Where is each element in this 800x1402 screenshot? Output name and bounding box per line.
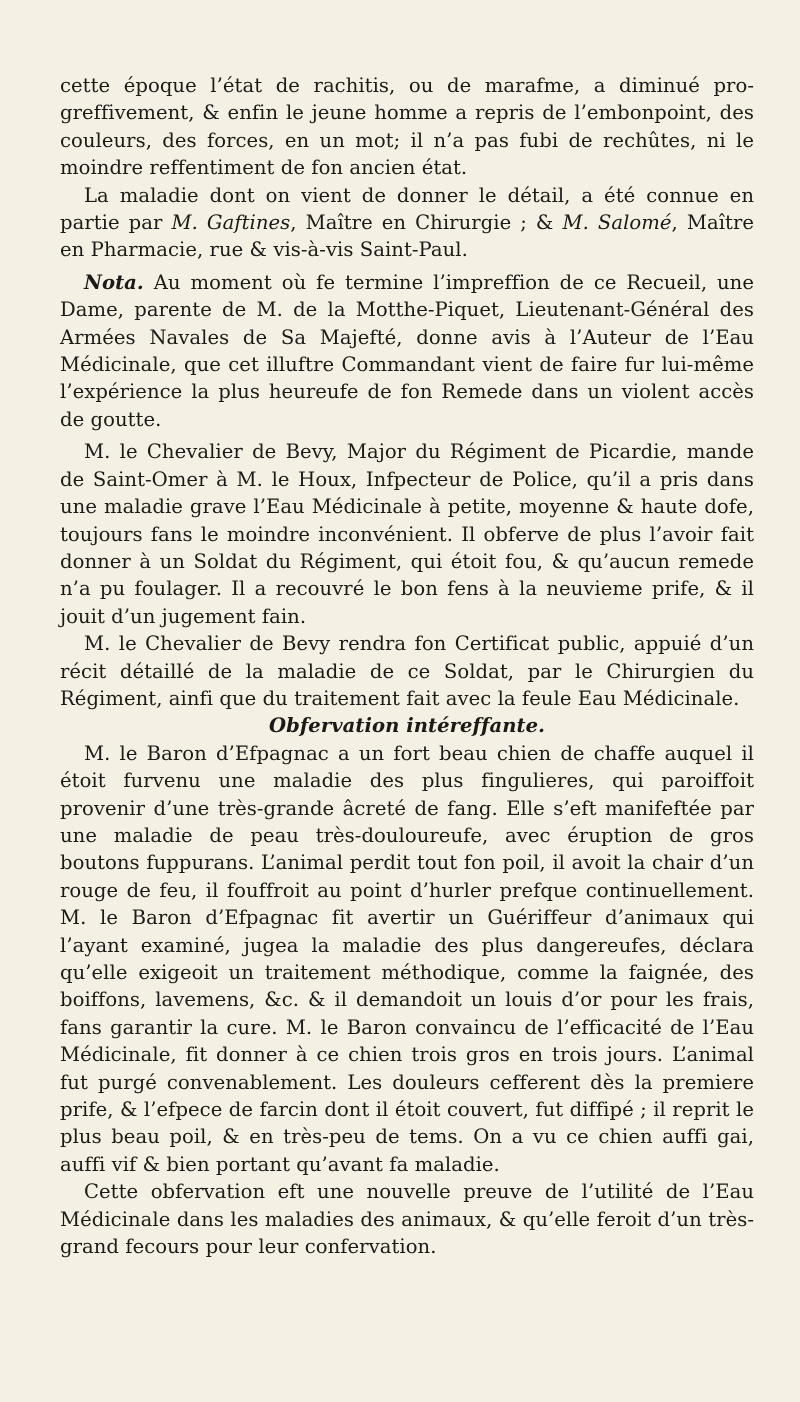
paragraph-certificat: M. le Chevalier de Bevy rendra fon Certificat public, appuié d’un récit détaillé de la maladie de ce Soldat, par le Chirurgien du Régiment, ainfi que du traitement fait avec la feule Eau Médicinale. (60, 632, 754, 710)
name-gastines: M. Gaftines (171, 211, 291, 235)
paragraph-maladie-end: , Maître en Pharmacie, rue & vis-à-vis Saint-Paul. (60, 211, 755, 262)
paragraph-baron-chien: M. le Baron d’Efpagnac a un fort beau chien de chaffe auquel il étoit furvenu une maladie des plus fingulieres, qui paroiffoit provenir d’une très-grande âcreté de fang. Elle s’eft manifeftée par une maladie de peau très-douloureufe, avec éruption de gros boutons fuppurans. L’animal perdit tout fon poil, il avoit la chair d’un rouge de feu, il fouffroit au point d’hurler prefque continuellement. M. le Baron d’Efpagnac fit avertir un Guériffeur d’animaux qui l’ayant examiné, jugea la maladie des plus dangereufes, déclara qu’elle exigeoit un traitement méthodique, comme la faignée, des boiffons, lavemens, &c. & il demandoit un louis d’or pour les frais, fans garantir la cure. M. le Baron convaincu de l’efficacité de l’Eau Médicinale, fit donner à ce chien trois gros en trois jours. L’animal fut purgé convenablement. Les douleurs cefferent dès la premiere prife, & l’efpece de farcin dont il étoit couvert, fut diffipé ; il reprit le plus beau poil, & en très-peu de tems. On a vu ce chien auffi gai, auffi vif & bien portant qu’avant fa maladie. (60, 741, 754, 1176)
paragraph-rachitis-outcome: cette époque l’état de rachitis, ou de marafme, a diminué pro-greffivement, & enfin le jeune homme a repris de l’embonpoint, des couleurs, des forces, en un mot; il n’a pas fubi de rechûtes, ni le moindre reffentiment de fon ancien état. (60, 74, 754, 180)
page-text (60, 72, 754, 1260)
paragraph-maladie-start: La maladie dont on vient de donner le détail, a été connue en partie par (60, 183, 754, 235)
paragraph-nota (60, 269, 754, 433)
paragraph-maladie-connue (60, 182, 754, 264)
section-title: Obfervation intéreffante. (268, 714, 546, 738)
name-salome: M. Salomé (562, 211, 672, 235)
paragraph-maladie-mid: , Maître en Chirurgie ; & (290, 211, 563, 235)
nota-text: Au moment où fe termine l’impreffion de ce Recueil, une Dame, parente de M. de la Motthe-Piquet, Lieutenant-Général des Armées Navales de Sa Majefté, donne avis à l’Auteur de l’Eau Médicinale, que cet illuftre Commandant vient de faire fur lui-même l’expérience la plus heureufe de fon Remede dans un violent accès de goutte. (60, 270, 754, 431)
nota-label: Nota. (84, 270, 144, 294)
paragraph-conclusion: Cette obfervation eft une nouvelle preuve de l’utilité de l’Eau Médicinale dans les maladies des animaux, & qu’elle feroit d’un très-grand fecours pour leur confervation. (60, 1180, 754, 1259)
paragraph-chevalier-bevy: M. le Chevalier de Bevy, Major du Régiment de Picardie, mande de Saint-Omer à M. le Houx, Infpecteur de Police, qu’il a pris dans une maladie grave l’Eau Médicinale à petite, moyenne & haute dofe, toujours fans le moindre inconvénient. Il obferve de plus l’avoir fait donner à un Soldat du Régiment, qui étoit fou, & qu’aucun remede n’a pu foulager. Il a recouvré le bon fens à la neuvieme prife, & il jouit d’un jugement fain. (60, 440, 754, 628)
